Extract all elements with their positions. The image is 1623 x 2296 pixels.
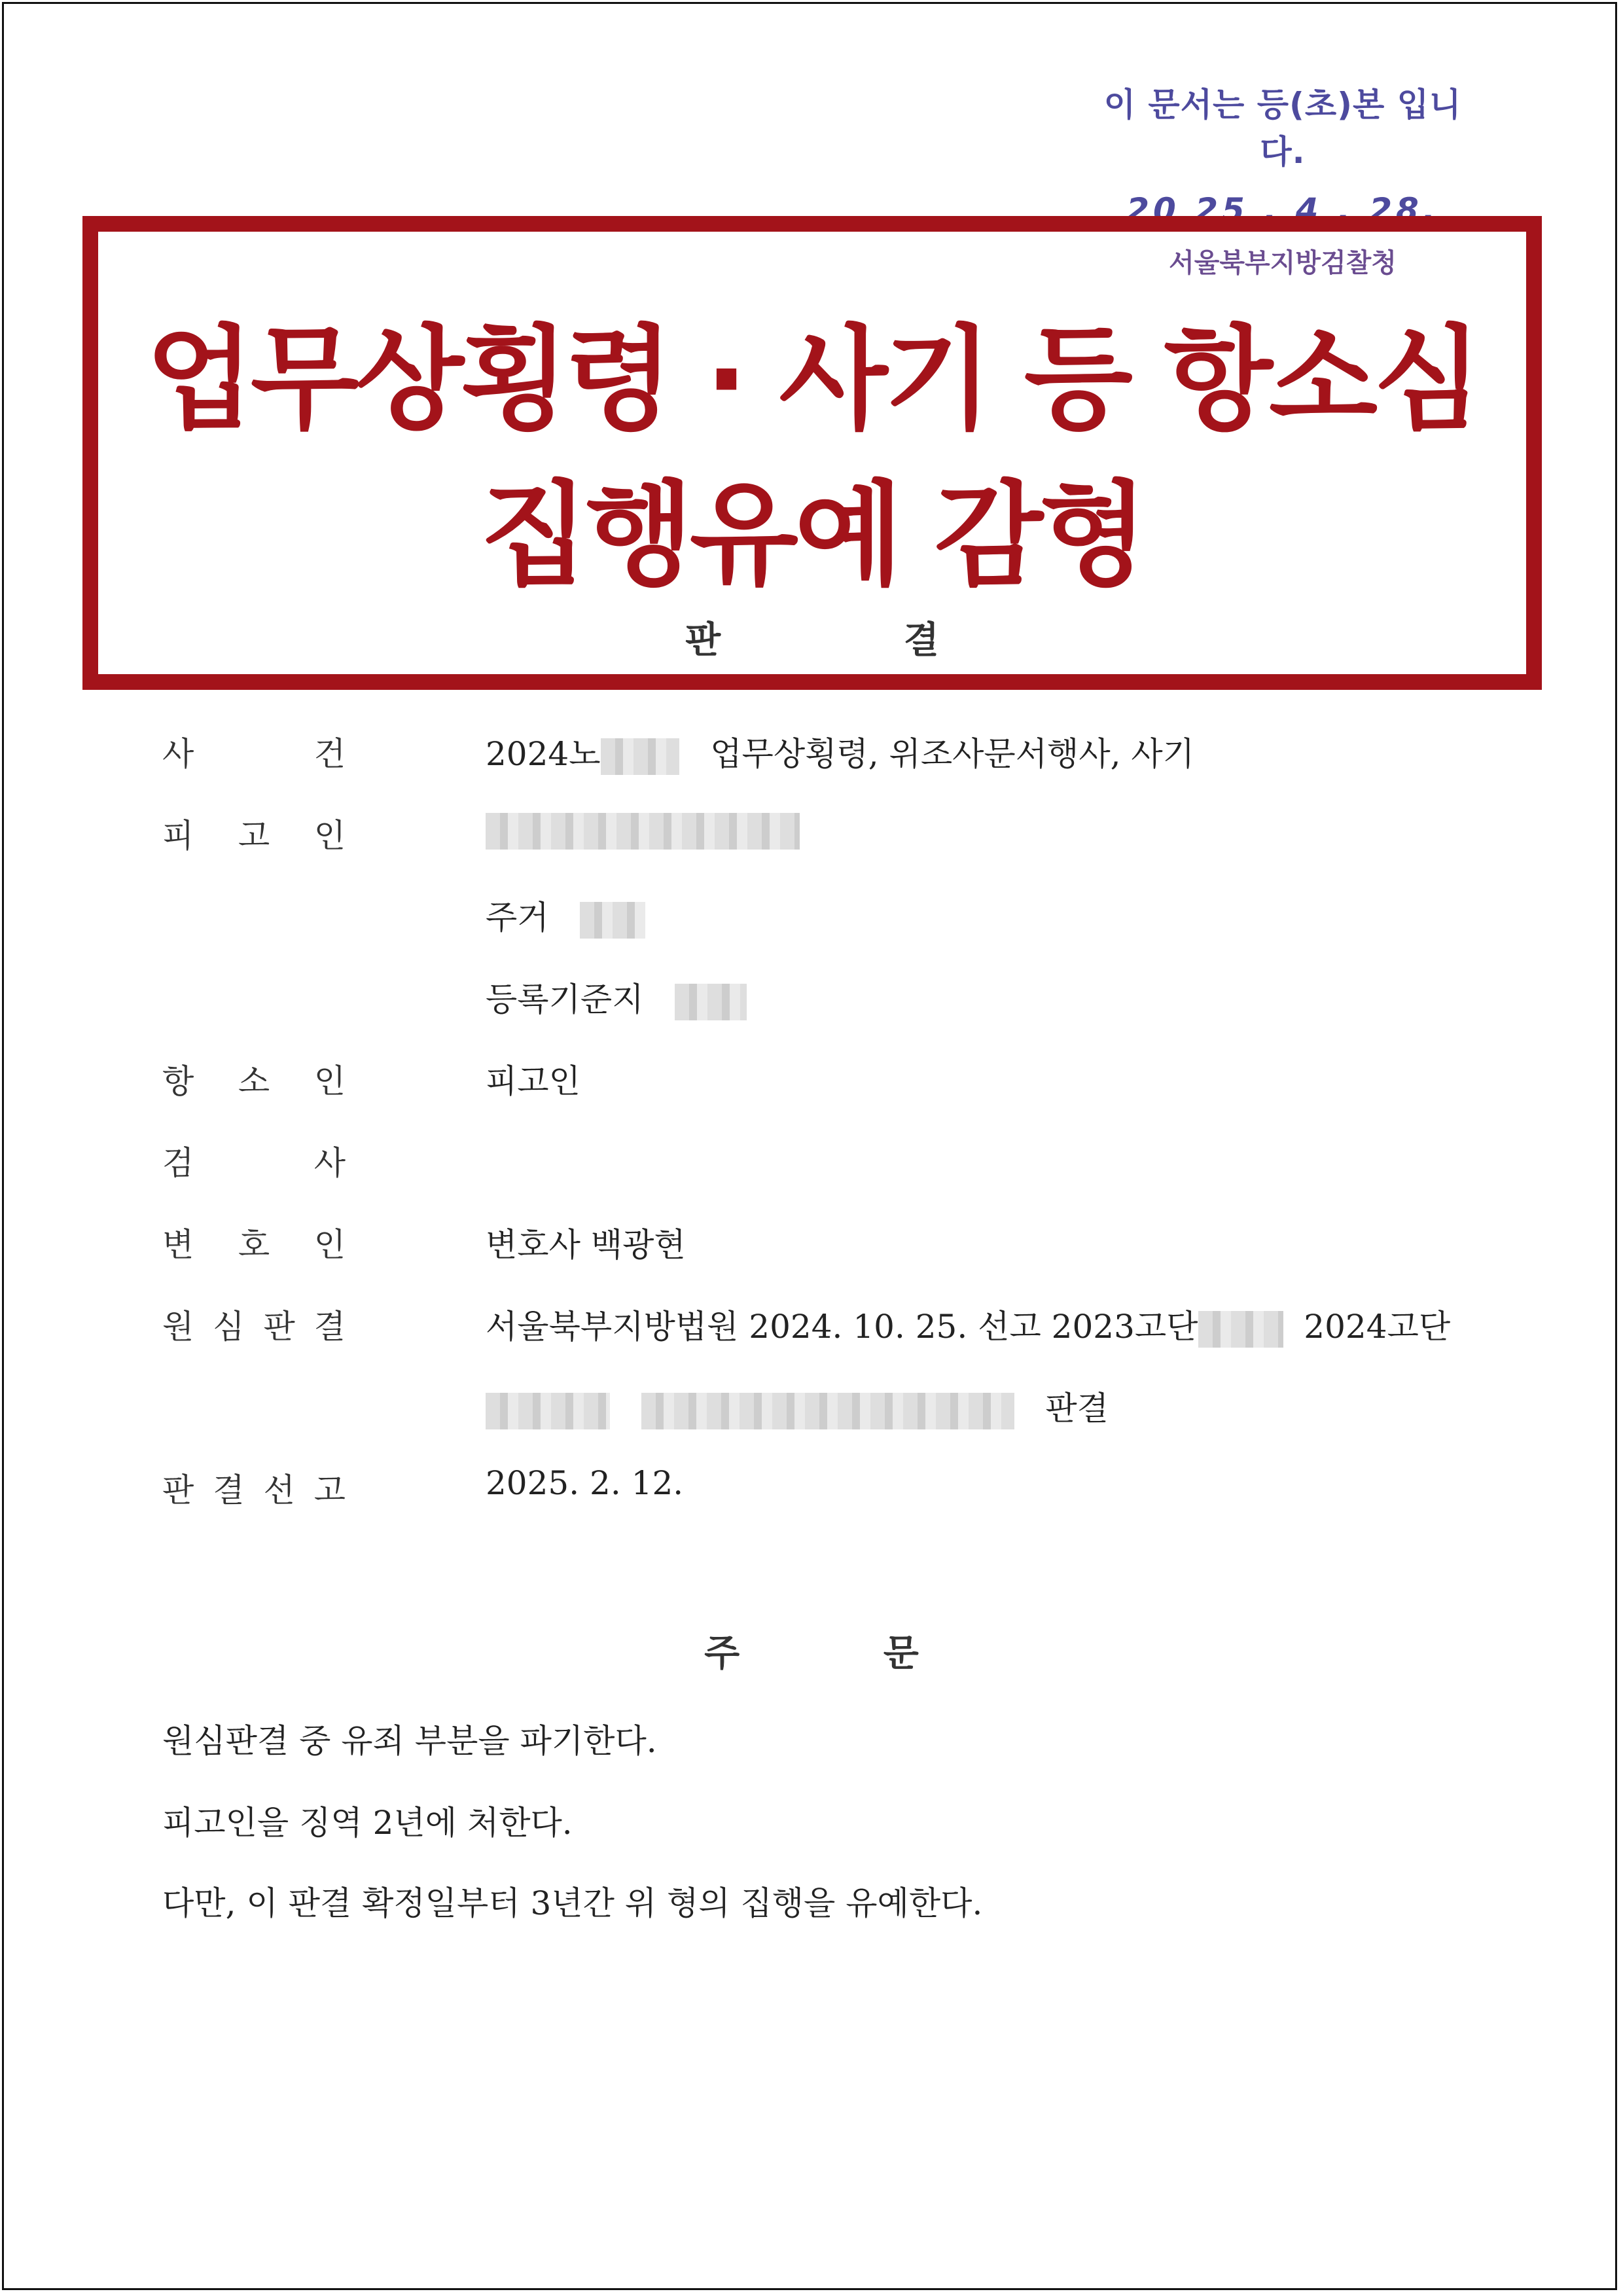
counsel-value: 변호사 백광현 (486, 1226, 686, 1264)
verdict-date-row (0, 1464, 1623, 1510)
banner-line-2: 집행유예 감형 (480, 469, 1145, 601)
order-line: 피고인을 징역 2년에 처한다. (162, 1804, 573, 1842)
order-line: 원심판결 중 유죄 부분을 파기한다. (162, 1722, 657, 1760)
verdict-date-value: 2025. 2. 12. (486, 1464, 684, 1502)
banner-line-1: 업무상횡령 · 사기 등 항소심 (145, 314, 1479, 445)
original-judgment-label: 원 심 판 결 (162, 1308, 346, 1346)
registration-value: 등록기준지 (486, 973, 747, 1020)
redacted-block (641, 1393, 1014, 1429)
case-label: 사 건 (162, 735, 346, 773)
verdict-date-label: 판 결 선 고 (162, 1471, 346, 1509)
redacted-block (580, 902, 645, 939)
original-judgment-value: 서울북부지방법원 2024. 10. 25. 선고 2023고단 2024고단 (486, 1300, 1450, 1348)
original-judgment-row (0, 1300, 1623, 1346)
counsel-row (0, 1219, 1623, 1265)
defendant-value (486, 810, 800, 850)
redacted-block (486, 1393, 610, 1429)
residence-value: 주거 (486, 891, 645, 939)
counsel-label: 변 호 인 (162, 1226, 346, 1264)
stamp-date: 20 25 . 4 . 28. (1126, 191, 1439, 229)
defendant-label: 피 고 인 (162, 817, 346, 855)
defendant-row (0, 810, 1623, 855)
redacted-block (1198, 1311, 1283, 1348)
stamp-office: 서울북부지방검찰청 (1169, 248, 1397, 278)
original-judgment-row-2 (0, 1382, 1623, 1428)
residence-row (0, 891, 1623, 937)
prosecutor-row (0, 1137, 1623, 1183)
redacted-block (601, 738, 679, 775)
order-line: 다만, 이 판결 확정일부터 3년간 위 형의 집행을 유예한다. (162, 1884, 983, 1922)
case-value: 2024노 업무상횡령, 위조사문서행사, 사기 (486, 728, 1194, 775)
registration-row (0, 973, 1623, 1019)
appellant-row (0, 1055, 1623, 1101)
prosecutor-label: 검 사 (162, 1144, 346, 1182)
headline-banner (82, 216, 1542, 690)
appellant-value: 피고인 (486, 1062, 580, 1100)
original-judgment-value-2: 판결 (486, 1382, 1109, 1429)
stamp-line-1: 이 문서는 등(초)본 입니다. (1103, 86, 1462, 171)
appellant-label: 항 소 인 (162, 1062, 346, 1100)
case-row-case (0, 728, 1623, 774)
judgment-title: 판 결 (685, 619, 939, 662)
redacted-block (486, 813, 800, 850)
order-title: 주 문 (704, 1632, 919, 1675)
redacted-block (675, 984, 747, 1020)
